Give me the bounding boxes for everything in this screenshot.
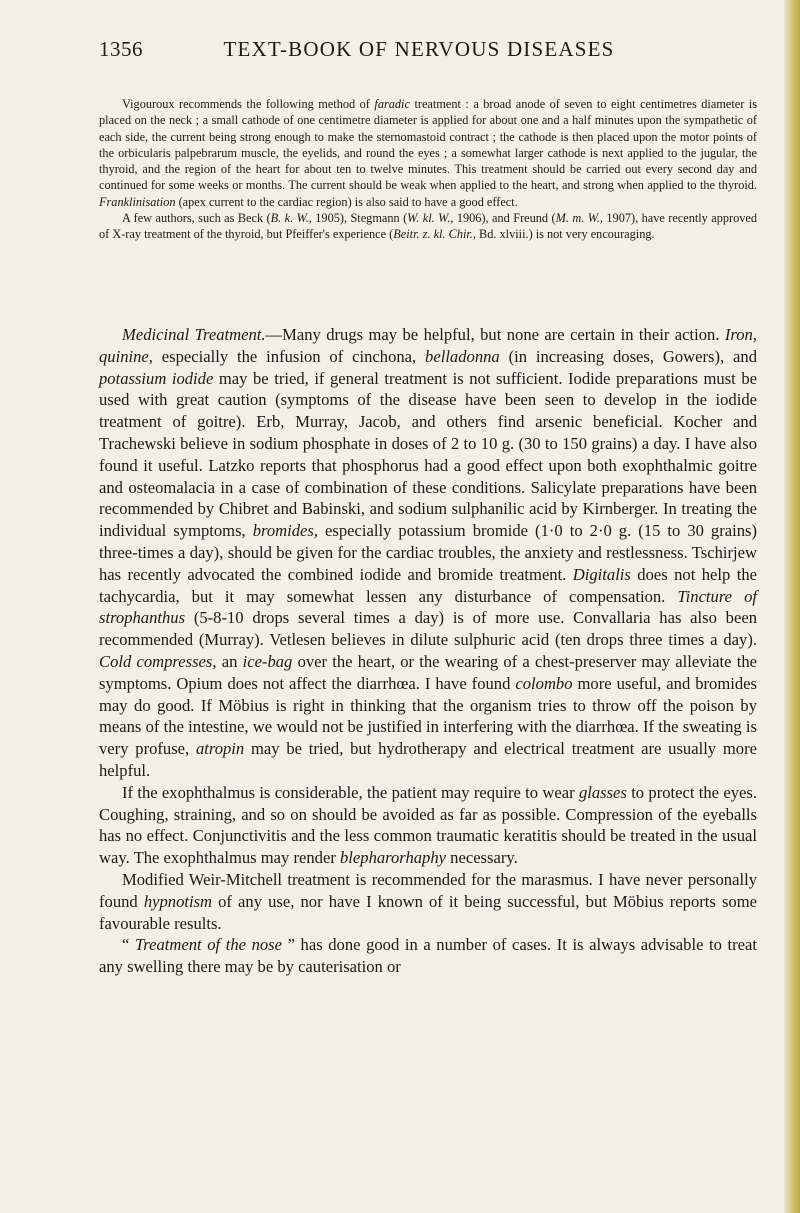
text-run: 1906), and Freund ( — [453, 211, 556, 226]
italic-text: glasses — [578, 782, 627, 802]
text-run: may be tried, but hydrotherapy and electrical treatment are usually more helpful. — [99, 739, 757, 780]
italic-text: M. m. W., — [555, 211, 603, 226]
text-run: Modified Weir-Mitchell treatment is recommended for the marasmus. I have never personally found — [99, 869, 757, 911]
main-text-section — [99, 324, 757, 978]
text-run: treatment : a broad anode of seven to eight centimetres diameter is placed on the neck ; a small cathode of one centimetre diameter is applied for about one and a half minutes upon the sympathetic of each side, the current being strong enough to make the sternomastoid contract ; the cathode is then placed upon the motor points of the orbicularis palpebrarum muscle, the eyelids, and round the eyes ; a somewhat larger cathode is next applied to the jugular, the thyroid, and the region of the heart for about ten to twelve minutes. This treatment should be carried out every second day and continued for some weeks or months. The current should be weak when applied to the heart, and strong when applied to the thyroid. — [99, 97, 757, 193]
italic-text: atropin — [195, 739, 245, 759]
paragraph-faradic-treatment — [99, 96, 757, 210]
paragraph-weir-mitchell — [99, 869, 757, 934]
paragraph-exophthalmus — [99, 782, 757, 869]
paragraph-x-ray-treatment — [99, 210, 757, 243]
italic-text: faradic — [374, 97, 410, 111]
italic-text: hypnotism — [143, 891, 213, 911]
text-run: over the heart, or the wearing of a chest-preserver may alleviate the symptoms. Opium does not affect the diarrhœa. I have found — [99, 651, 757, 693]
text-run: more useful, and bromides may do good. If Möbius is right in thinking that the organism tries to throw off the poison by means of the intestine, we would not be justified in interfering with the diarrhœa. If the sweating is very profuse, — [99, 673, 757, 759]
italic-text: Franklinisation — [99, 194, 176, 209]
italic-text: W. kl. W., — [407, 211, 454, 226]
paragraph-medicinal-treatment — [99, 324, 757, 782]
page-number: 1356 — [99, 37, 143, 61]
italic-text: Beitr. z. kl. Chir., — [393, 227, 476, 242]
text-run: of any use, nor have I known of it being successful, but Möbius reports some favourable results. — [99, 891, 757, 933]
paragraph-treatment-of-nose — [99, 934, 757, 978]
text-run: A few authors, such as Beck ( — [122, 211, 271, 226]
italic-text: blepharorhaphy — [340, 848, 447, 868]
italic-text: colombo — [515, 673, 573, 693]
italic-text: Cold compresses, — [99, 651, 217, 671]
page-edge — [784, 0, 800, 1213]
text-run: ” has done good in a number of cases. It is always advisable to treat any swelling there may be by cauterisation or — [99, 935, 757, 977]
text-run: may be tried, if general treatment is not sufficient. Iodide preparations must be used with great caution (symptoms of the disease have been seen to develop in the iodide treatment of goitre). Erb, Murray, Jacob, and others find arsenic beneficial. Kocher and Trachewski believe in sodium phosphate in doses of 2 to 10 g. (30 to 150 grains) a day. I have also found it useful. Latzko reports that phosphorus had a good effect upon both exophthalmic goitre and osteomalacia in a case of combination of these conditions. Salicylate preparations have been recommended by Chibret and Babinski, and sodium sulphanilic acid by Kirnberger. In treating the individual symptoms, — [99, 368, 757, 541]
italic-text: Digitalis — [572, 564, 631, 584]
text-run: an — [216, 651, 243, 671]
text-run: especially the infusion of cinchona, — [152, 346, 426, 366]
italic-text: potassium iodide — [99, 368, 214, 388]
text-run: Bd. xlviii.) is not very encouraging. — [475, 227, 655, 242]
text-run: —Many drugs may be helpful, but none are certain in their action. — [265, 325, 725, 344]
italic-text: bromides, — [252, 521, 319, 541]
text-run: especially potassium bromide (1·0 to 2·0 g. (15 to 30 grains) three-times a day), should be given for the cardiac troubles, the anxiety and restlessness. Tschirjew has recently advocated the combined iodide and bromide treatment. — [99, 521, 758, 584]
text-run: (in increasing doses, Gowers), and — [499, 346, 757, 366]
running-title: TEXT-BOOK OF NERVOUS DISEASES — [223, 37, 615, 61]
italic-text: Treatment of the nose — [134, 935, 282, 955]
italic-text: Iron, quinine, — [99, 325, 757, 366]
text-run: 1905), Stegmann ( — [311, 211, 408, 226]
italic-text: Tincture of strophanthus — [99, 586, 757, 628]
text-run: If the exophthalmus is considerable, the patient may require to wear — [122, 782, 579, 802]
text-run: necessary. — [446, 848, 518, 868]
small-print-section — [99, 96, 757, 243]
text-run: to protect the eyes. Coughing, straining, and so on should be avoided as far as possible. Compression of the eyeballs has no effect. Conjunctivitis and the less common traumatic keratitis should be treated in the usual way. The exophthalmus may render — [99, 782, 757, 868]
text-run: (5-8-10 drops several times a day) is of more use. Convallaria has also been recommended (Murray). Vetlesen believes in dilute sulphuric acid (ten drops three times a day). — [99, 608, 757, 650]
text-run: Vigouroux recommends the following method of — [122, 97, 375, 111]
text-run: 1907), have recently approved of X-ray treatment of the thyroid, but Pfeiffer's experience ( — [99, 211, 758, 242]
italic-text: belladonna — [425, 346, 500, 366]
text-run: (apex current to the cardiac region) is also said to have a good effect. — [175, 194, 518, 209]
italic-text: ice-bag — [242, 651, 293, 671]
text-run: does not help the tachycardia, but it may somewhat lessen any disturbance of compensation. — [99, 564, 757, 606]
italic-text: Medicinal Treatment. — [122, 325, 266, 344]
italic-text: B. k. W., — [270, 211, 312, 226]
text-run: “ — [122, 935, 135, 955]
page-header — [99, 37, 739, 67]
